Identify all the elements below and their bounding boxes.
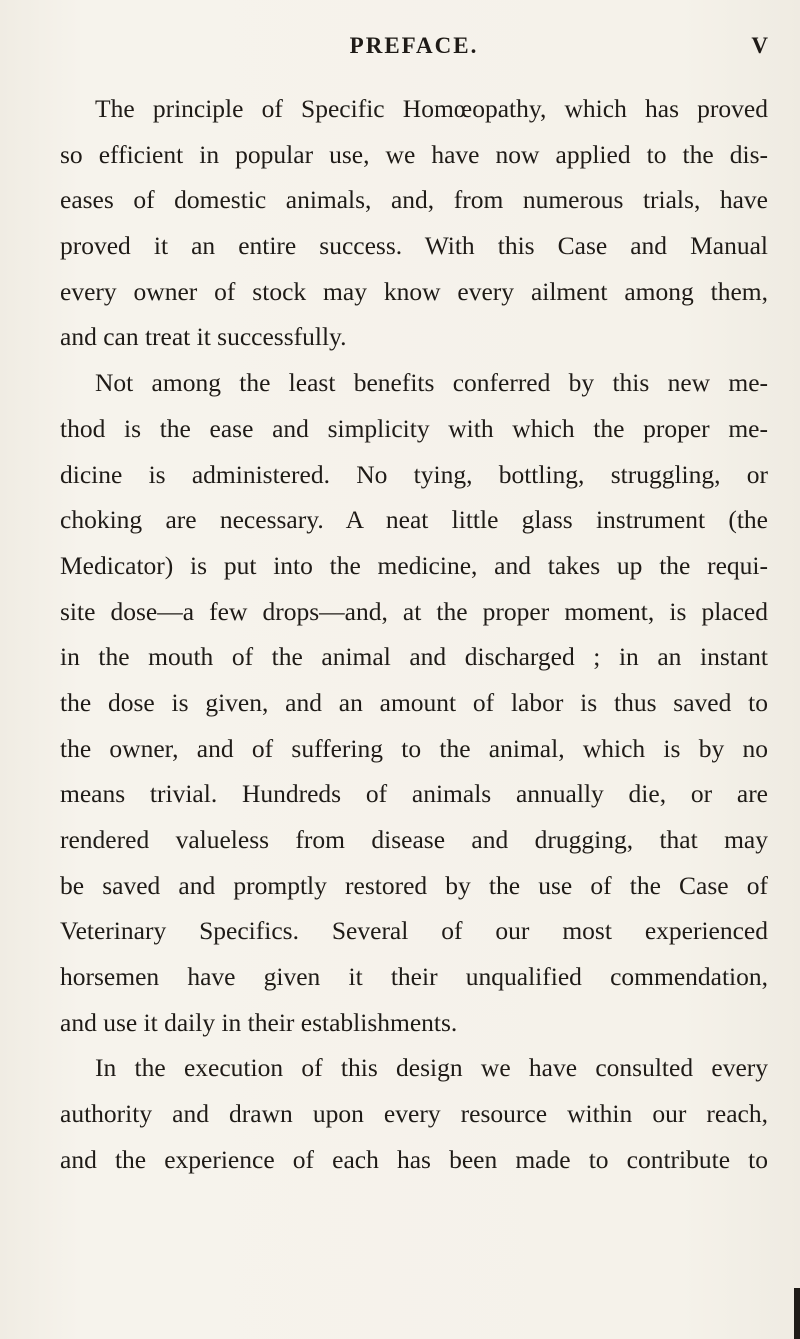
text-line: dicine is administered. No tying, bottling, struggling, or (60, 459, 768, 489)
page-edge-mark (794, 1288, 800, 1339)
text-line: Veterinary Specifics. Several of our most experienced (60, 916, 768, 946)
text-line: and can treat it successfully. (60, 322, 347, 352)
text-line: choking are necessary. A neat little glass instrument (the (60, 505, 768, 535)
text-line: the dose is given, and an amount of labor is thus saved to (60, 687, 768, 717)
text-line: authority and drawn upon every resource within our reach, (60, 1099, 768, 1129)
running-title: PREFACE. (349, 33, 479, 58)
text-line: Not among the least benefits conferred by this new me- (95, 368, 768, 398)
text-line: In the execution of this design we have consulted every (95, 1053, 768, 1083)
body-text (60, 92, 768, 1189)
text-line: and the experience of each has been made to contribute to (60, 1144, 768, 1174)
page-header (60, 33, 768, 63)
text-line: proved it an entire success. With this Case and Manual (60, 231, 768, 261)
text-line: and use it daily in their establishments. (60, 1007, 458, 1037)
text-line: thod is the ease and simplicity with which the proper me- (60, 413, 768, 443)
text-line: horsemen have given it their unqualified commendation, (60, 962, 768, 992)
text-line: every owner of stock may know every ailment among them, (60, 276, 768, 306)
text-line: be saved and promptly restored by the use of the Case of (60, 870, 768, 900)
text-line: rendered valueless from disease and drugging, that may (60, 825, 768, 854)
text-line: The principle of Specific Homœopathy, which has proved (95, 94, 768, 123)
text-line: the owner, and of suffering to the animal, which is by no (60, 733, 768, 763)
text-line: site dose—a few drops—and, at the proper moment, is placed (60, 596, 768, 626)
page-number: V (751, 33, 768, 58)
text-line: in the mouth of the animal and discharged ; in an instant (60, 642, 768, 672)
text-line: means trivial. Hundreds of animals annually die, or are (60, 779, 768, 809)
text-line: eases of domestic animals, and, from numerous trials, have (60, 185, 768, 215)
text-line: so efficient in popular use, we have now applied to the dis- (60, 139, 768, 169)
text-line: Medicator) is put into the medicine, and takes up the requi- (60, 550, 768, 580)
